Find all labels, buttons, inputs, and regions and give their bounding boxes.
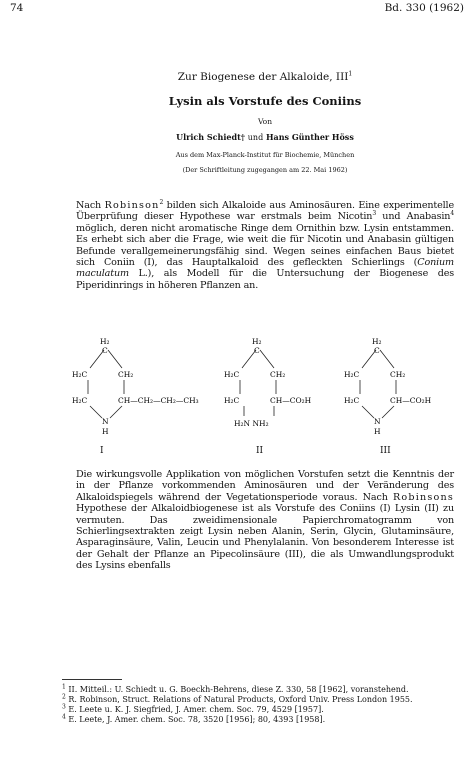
structure-label: II	[256, 446, 264, 456]
ring-nh: H	[374, 427, 381, 436]
footnote-number: 4	[62, 713, 66, 721]
footnote	[62, 695, 454, 705]
ring-c: C	[254, 346, 260, 355]
author-name: Hans Günther Höss	[266, 132, 354, 142]
article-title: Lysin als Vorstufe des Coniins	[168, 94, 362, 108]
author-ref: Robinson	[104, 200, 160, 211]
ring-ch2: CH₂	[270, 370, 286, 379]
side-chain: CH—CH₂—CH₂—CH₃	[118, 396, 199, 405]
ring-h2c: H₂C	[224, 396, 240, 405]
text: bilden sich Alkaloide aus Aminosäuren. Eine experimentelle Überprüfung dieser Hypothese war erstmals beim Nicotin	[76, 200, 454, 223]
authors	[76, 132, 454, 142]
footnote-number: 3	[62, 703, 66, 711]
structure-label: I	[100, 446, 104, 456]
institution: Aus dem Max-Planck-Institut für Biochemie, München	[175, 151, 355, 159]
text: und Anabasin	[375, 211, 451, 223]
text: Hypothese der Alkaloidbiogenese ist als Vorstufe des Coniins (I) Lysin (II) zu vermuten. Das zweidimensionale Papierchromatogramm von Schierlingsextrakten zeigt Lysin neben Alanin, Serin, Glycin, Glutaminsäure, Asparaginsäure, Valin, Leucin und Phenylalanin. Von besonderem Interesse ist der Gehalt der Pflanze an Pipecolinsäure (III), die als Umwandlungsprodukt des Lysins ebenfalls	[76, 503, 454, 572]
ring-h2: H₂	[252, 337, 262, 346]
amino-groups: H₂N NH₂	[234, 419, 269, 428]
ring-h2c: H₂C	[224, 370, 240, 379]
series-title-text: Zur Biogenese der Alkaloide, III	[177, 71, 349, 83]
structure-pipecolinsaeure	[344, 336, 456, 436]
ring-h2c: H₂C	[344, 396, 360, 405]
ring-h2c: H₂C	[72, 396, 88, 405]
footnote-text: E. Leete u. K. J. Siegfried, J. Amer. chem. Soc. 79, 4529 [1957].	[65, 705, 324, 714]
ring-n: N	[374, 417, 381, 426]
footnote	[62, 685, 454, 695]
carboxyl-group: CH—CO₂H	[390, 396, 432, 405]
dagger-mark: †	[240, 132, 245, 142]
ring-h2c: H₂C	[72, 370, 88, 379]
ring-nh: H	[102, 427, 109, 436]
structure-label: III	[380, 446, 391, 456]
footnote	[62, 705, 454, 715]
author-ref: Robinsons	[393, 491, 454, 503]
footnote-rule	[62, 679, 122, 680]
ring-ch2: CH₂	[118, 370, 134, 379]
byline-von: Von	[257, 117, 273, 126]
paragraph-2	[76, 469, 454, 572]
ring-c: C	[102, 346, 108, 355]
footnotes	[62, 685, 454, 725]
footnote-text: II. Mitteil.: U. Schiedt u. G. Boeckh-Behrens, diese Z. 330, 58 [1962], voranstehend.	[65, 685, 409, 694]
text: Nach	[76, 200, 105, 211]
journal-volume: Bd. 330 (1962)	[384, 2, 464, 14]
author-conjunction: und	[247, 133, 264, 142]
footnote-ref: 4	[450, 210, 454, 218]
footnote-ref: 2	[159, 198, 164, 206]
text: Die wirkungsvolle Applikation von möglichen Vorstufen setzt die Kenntnis der in der Pflanze vorkommenden Aminosäuren und der Veränderung des Alkaloidspiegels während der Vegetationsperiode voraus. Nach	[76, 469, 454, 503]
footnote	[62, 715, 454, 725]
footnote-ref: 3	[372, 210, 376, 218]
ring-ch2: CH₂	[390, 370, 406, 379]
structure-lysin	[224, 336, 334, 436]
footnote-number: 2	[62, 693, 66, 701]
species-name: Conium maculatum	[76, 257, 454, 280]
author-name: Ulrich Schiedt	[176, 132, 241, 142]
ring-c: C	[374, 346, 380, 355]
text: möglich, deren nicht aromatische Ringe dem Ornithin bzw. Lysin entstammen. Es erhebt sich aber die Frage, wie weit die für Nicotin und Anabasin gültigen Befunde verallgemeinerungsfähig sind. Wegen seines einfachen Baus bietet sich Coniin (I), das Hauptalkaloid des gefleckten Schierlings (	[76, 222, 454, 269]
paragraph-1	[76, 200, 454, 291]
footnote-ref: 1	[348, 70, 353, 78]
series-title	[76, 71, 454, 83]
text: L.), als Modell für die Untersuchung der Biogenese des Piperidinrings in höheren Pflanzen an.	[76, 268, 454, 291]
structure-coniin	[72, 336, 232, 436]
received-date: (Der Schriftleitung zugegangen am 22. Mai 1962)	[182, 166, 348, 174]
ring-n: N	[102, 417, 109, 426]
ring-h2: H₂	[100, 337, 110, 346]
footnote-text: R. Robinson, Struct. Relations of Natural Products, Oxford Univ. Press London 1955.	[65, 695, 413, 704]
footnote-text: E. Leete, J. Amer. chem. Soc. 78, 3520 [1956]; 80, 4393 [1958].	[65, 715, 326, 724]
footnote-number: 1	[62, 683, 66, 691]
carboxyl-group: CH—CO₂H	[270, 396, 312, 405]
ring-h2: H₂	[372, 337, 382, 346]
ring-h2c: H₂C	[344, 370, 360, 379]
page-number: 74	[10, 2, 24, 14]
